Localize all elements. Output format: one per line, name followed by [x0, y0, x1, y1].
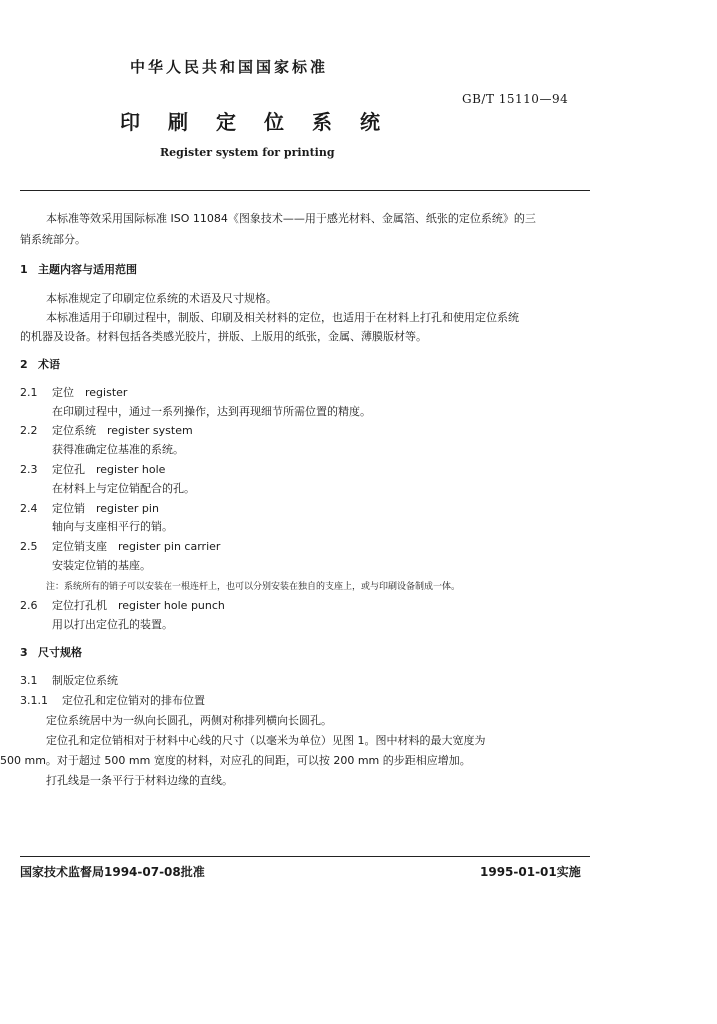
intro-line-2: 销系统部分。 [20, 233, 86, 246]
term-2-3-definition: 在材料上与定位销配合的孔。 [52, 482, 195, 495]
term-2-1: 2.1 定位 register [20, 386, 128, 399]
document-title-cn: 印刷定位系统 [120, 110, 408, 134]
term-2-5: 2.5 定位销支座 register pin carrier [20, 540, 221, 553]
section-1-p2-line2: 的机器及设备。材料包括各类感光胶片，拼版、上版用的纸张，金属、薄膜版材等。 [20, 330, 427, 343]
subsection-3-1-1: 3.1.1 定位孔和定位销对的排布位置 [20, 694, 205, 707]
term-2-6: 2.6 定位打孔机 register hole punch [20, 599, 225, 612]
section-2-heading: 2 术语 [20, 358, 60, 371]
term-2-2-definition: 获得准确定位基准的系统。 [52, 443, 184, 456]
intro-line-1: 本标准等效采用国际标准 ISO 11084《图象技术——用于感光材料、金属箔、纸张的定位系统》的三 [46, 212, 536, 225]
terms-note: 注：系统所有的销子可以安装在一根连杆上，也可以分别安装在独自的支座上，或与印刷设备制成一体。 [46, 582, 461, 592]
section-3-heading: 3 尺寸规格 [20, 646, 82, 659]
term-2-4: 2.4 定位销 register pin [20, 502, 159, 515]
issuing-organization: 中华人民共和国国家标准 [130, 58, 329, 76]
section-1-p2-line1: 本标准适用于印刷过程中，制版、印刷及相关材料的定位，也适用于在材料上打孔和使用定位系统 [46, 311, 519, 324]
approval-date: 国家技术监督局1994-07-08批准 [20, 865, 205, 879]
term-2-1-definition: 在印刷过程中，通过一系列操作，达到再现细节所需位置的精度。 [52, 405, 371, 418]
term-2-2: 2.2 定位系统 register system [20, 424, 193, 437]
section-3-p2-line2: 500 mm。对于超过 500 mm 宽度的材料，对应孔的间距，可以按 200 mm 的步距相应增加。 [0, 754, 471, 767]
section-3-p1: 定位系统居中为一纵向长圆孔，两侧对称排列横向长圆孔。 [46, 714, 332, 727]
header-rule [20, 190, 590, 191]
document-title-en: Register system for printing [160, 146, 335, 159]
term-2-5-definition: 安装定位销的基座。 [52, 559, 151, 572]
section-3-p2-line1: 定位孔和定位销相对于材料中心线的尺寸（以毫米为单位）见图 1。图中材料的最大宽度为 [46, 734, 486, 747]
section-1-p1: 本标准规定了印刷定位系统的术语及尺寸规格。 [46, 292, 277, 305]
subsection-3-1: 3.1 制版定位系统 [20, 674, 118, 687]
term-2-4-definition: 轴向与支座相平行的销。 [52, 520, 173, 533]
term-2-3: 2.3 定位孔 register hole [20, 463, 166, 476]
implementation-date: 1995-01-01实施 [480, 865, 581, 879]
term-2-6-definition: 用以打出定位孔的装置。 [52, 618, 173, 631]
standard-code: GB/T 15110—94 [462, 92, 569, 106]
section-3-p3: 打孔线是一条平行于材料边缘的直线。 [46, 774, 233, 787]
section-1-heading: 1 主题内容与适用范围 [20, 263, 137, 276]
footer-rule [20, 856, 590, 857]
